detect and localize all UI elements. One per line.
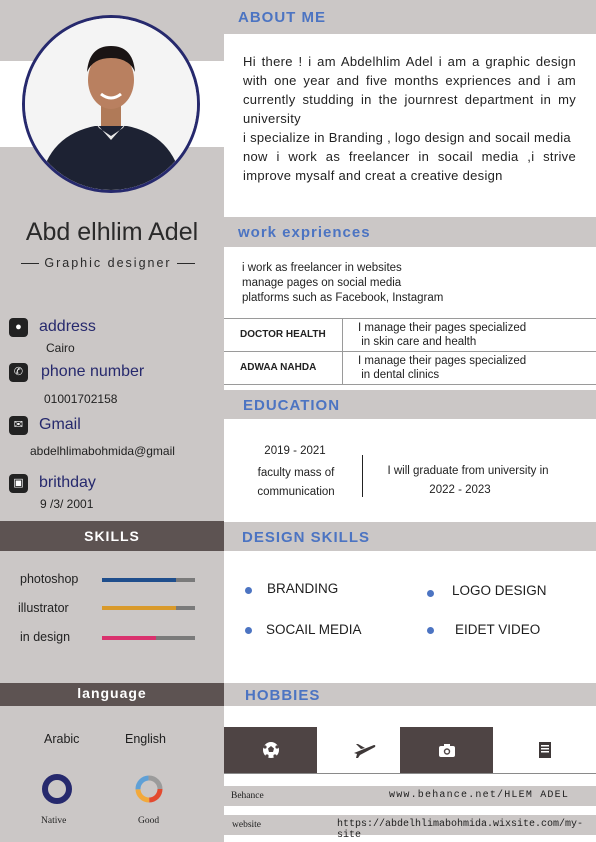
design-skill: SOCAIL MEDIA — [266, 622, 362, 637]
skill-name: in design — [20, 630, 71, 644]
graduation-years: 2022 - 2023 — [429, 484, 491, 496]
divider — [362, 455, 363, 497]
bullet-dot — [427, 590, 434, 597]
birthday-value: 9 /3/ 2001 — [40, 497, 94, 511]
birthday-label: brithday — [39, 474, 96, 491]
language-header: language — [0, 683, 224, 706]
envelope-icon: ✉ — [9, 416, 28, 435]
language-level: Good — [138, 816, 160, 826]
bullet-dot — [427, 627, 434, 634]
gmail-value[interactable]: abdelhlimabohmida@gmail — [30, 444, 175, 458]
hobbies-header: HOBBIES — [224, 683, 596, 706]
address-value: Cairo — [46, 341, 75, 355]
behance-link[interactable]: www.behance.net/HLEM ADEL — [389, 790, 570, 801]
person-name: Abd elhlim Adel — [25, 218, 199, 246]
phone-icon: ✆ — [9, 363, 28, 382]
divider — [342, 352, 343, 384]
education-years: 2019 - 2021 — [264, 445, 326, 457]
behance-label: Behance — [231, 791, 264, 801]
book-icon — [537, 741, 553, 759]
skill-bar-track — [102, 636, 195, 640]
work-header: work expriences — [224, 217, 596, 247]
skill-bar-track — [102, 578, 195, 582]
bullet-dot — [245, 587, 252, 594]
hobby-tile — [493, 727, 596, 773]
hobby-tile — [400, 727, 493, 773]
design-skills-header: DESIGN SKILLS — [224, 522, 596, 551]
design-skill: LOGO DESIGN — [452, 583, 547, 598]
design-skill: BRANDING — [267, 581, 339, 596]
table-row — [224, 352, 596, 385]
client-desc: I manage their pages specialized in skin care and health — [358, 322, 527, 348]
client-desc: I manage their pages specialized in dental clinics — [358, 355, 527, 381]
skill-bar-fill — [102, 636, 156, 640]
location-pin-icon: ● — [9, 318, 28, 337]
behance-row — [224, 786, 596, 806]
skill-name: illustrator — [18, 601, 69, 615]
language-level: Native — [41, 816, 67, 826]
divider — [224, 773, 596, 774]
hobby-tile — [224, 727, 317, 773]
language-level-ring-arabic — [41, 773, 73, 805]
profile-photo — [22, 15, 200, 193]
work-intro: i work as freelancer in websites manage pages on social media platforms such as Facebook, Instagram — [242, 262, 444, 304]
education-faculty: faculty mass of communication — [257, 467, 335, 498]
job-title-text: Graphic designer — [44, 256, 172, 270]
divider — [177, 263, 195, 264]
design-skill: EIDET VIDEO — [455, 622, 541, 637]
education-header: EDUCATION — [224, 390, 596, 419]
hobby-tile — [317, 727, 410, 773]
skill-bar-fill — [102, 578, 176, 582]
skill-name: photoshop — [20, 572, 79, 586]
phone-value: 01001702158 — [44, 392, 118, 406]
about-text: Hi there ! i am Abdelhlim Adel i am a graphic design with one year and five months expriences and i am currently studding in the journrest department in my university i specialize in Branding , logo design and socail media now i work as freelancer in socail media ,i strive improve mysalf and creat a creative design — [243, 54, 576, 183]
website-link[interactable]: https://abdelhlimabohmida.wixsite.com/my-site — [337, 819, 584, 841]
work-table — [224, 318, 596, 385]
language-name: English — [125, 732, 166, 746]
skill-bar-fill — [102, 606, 176, 610]
client-name: ADWAA NAHDA — [240, 362, 317, 373]
divider — [21, 263, 39, 264]
calendar-icon: ▣ — [9, 474, 28, 493]
gmail-label: Gmail — [39, 416, 81, 433]
about-header: ABOUT ME — [224, 0, 596, 34]
website-row — [224, 815, 596, 841]
divider — [342, 319, 343, 351]
language-level-ring-english — [133, 773, 165, 805]
football-icon — [262, 741, 280, 759]
client-name: DOCTOR HEALTH — [240, 329, 326, 340]
phone-label: phone number — [41, 363, 145, 380]
bullet-dot — [245, 627, 252, 634]
camera-icon — [438, 743, 456, 758]
table-row — [224, 319, 596, 352]
website-label: website — [232, 820, 262, 830]
address-label: address — [39, 318, 96, 335]
airplane-icon — [352, 741, 376, 759]
skills-header: SKILLS — [0, 521, 224, 551]
education-note: I will graduate from university in — [387, 465, 549, 477]
language-name: Arabic — [44, 732, 80, 746]
skill-bar-track — [102, 606, 195, 610]
job-title — [18, 256, 198, 270]
